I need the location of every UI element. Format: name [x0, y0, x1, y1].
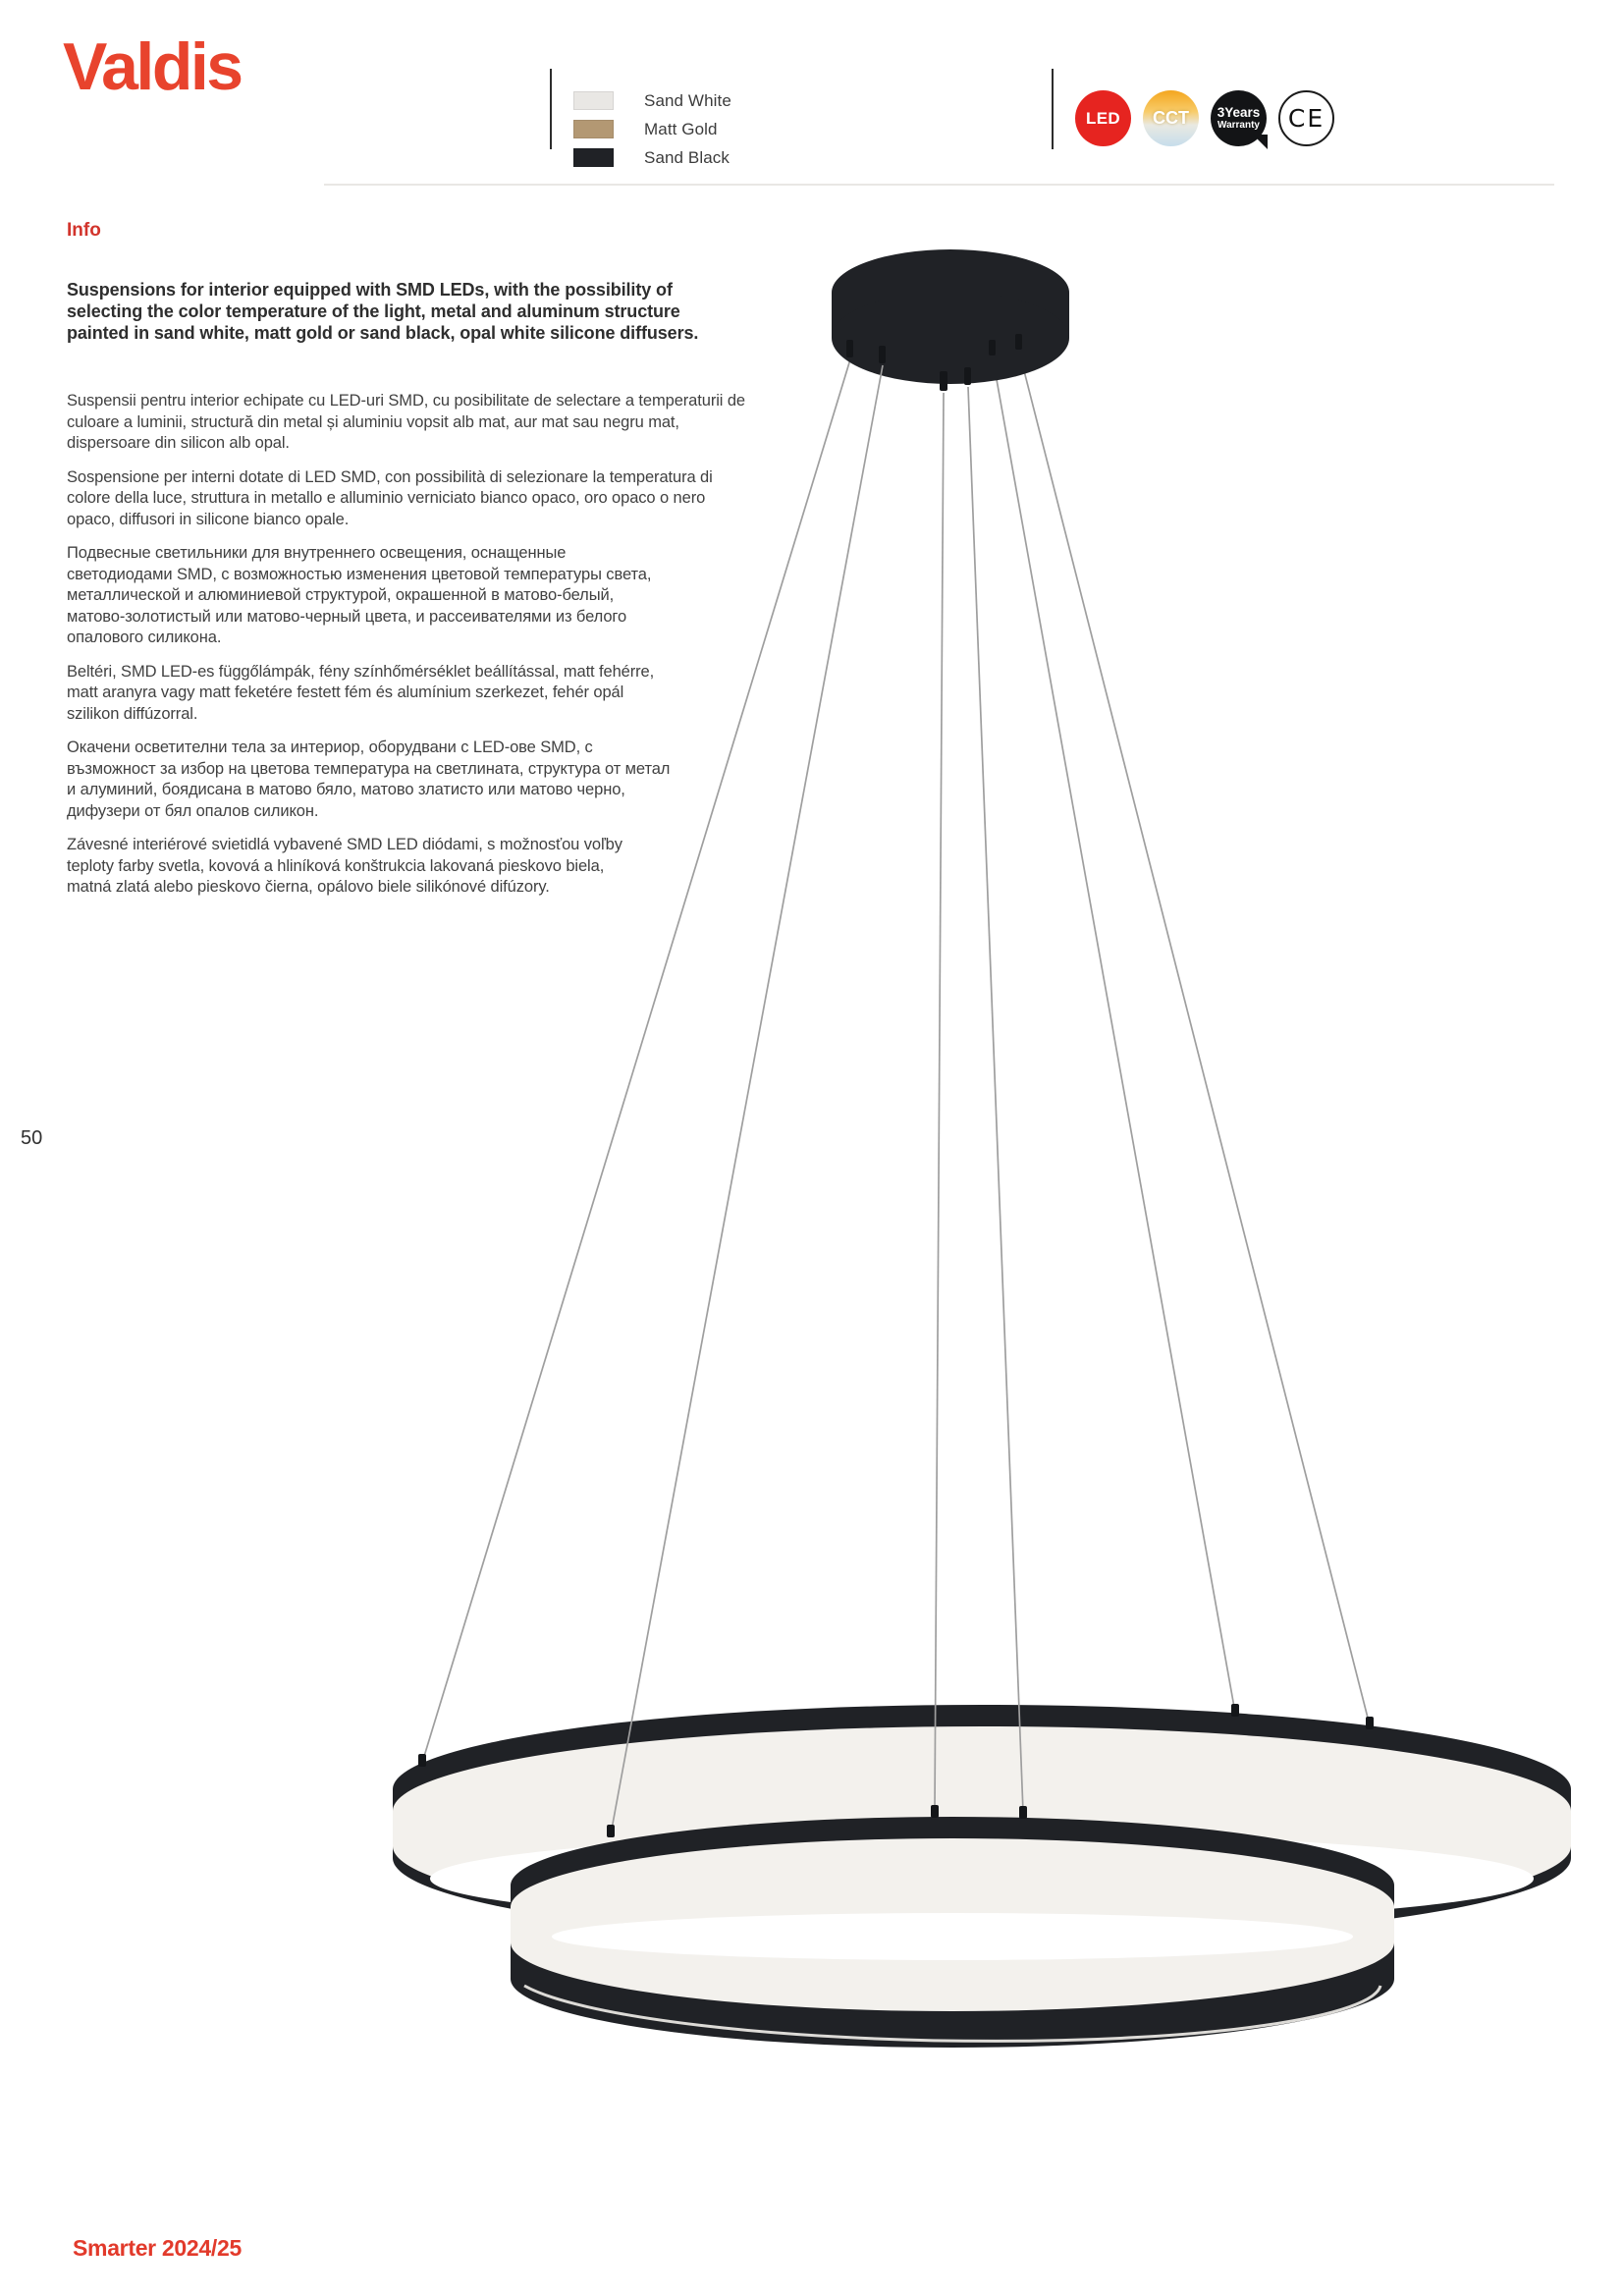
finish-row-matt-gold — [573, 115, 731, 143]
matt-gold-swatch — [573, 120, 614, 138]
suspension-cable — [422, 359, 850, 1763]
info-heading: Info — [67, 220, 101, 241]
finish-label: Sand Black — [644, 147, 730, 167]
suspension-cables-outer — [422, 352, 1370, 1763]
finish-row-sand-black — [573, 143, 731, 172]
ceiling-canopy — [832, 249, 1069, 391]
finish-label: Sand White — [644, 90, 731, 110]
footer-brand: Smarter 2024/25 — [73, 2235, 242, 2261]
header-divider-left — [550, 69, 552, 149]
header-divider-right — [1052, 69, 1054, 149]
description-bg: Окачени осветителни тела за интериор, оборудвани с LED-ове SMD, с възможност за избор на цветова температура на светлината, структура от метал и алуминий, боядисана в матово бяло, матово златисто или матово черно, дифузери от бял опалов силикон. — [67, 738, 671, 820]
sand-white-swatch — [573, 91, 614, 110]
description-sk: Závesné interiérové svietidlá vybavené SMD LED diódami, s možnosťou voľby teploty farby svetla, kovová a hliníková konštrukcia lakovaná pieskovo biela, matná zlatá alebo pieskovo čierna, opálovo biele silikónové difúzory. — [67, 836, 622, 896]
description-ru: Подвесные светильники для внутреннего освещения, оснащенные светодиодами SMD, с возможностью изменения цветовой температуры света, металлической и алюминиевой структурой, окрашенной в матово-белый, матово-золотистый или матово-черный цвета, и рассеивателями из белого опалового силикона. — [67, 544, 652, 646]
suspension-cable — [993, 357, 1235, 1713]
suspension-cable — [968, 387, 1023, 1812]
warranty-years-label: 3Years — [1217, 104, 1261, 120]
suspension-cable — [1019, 352, 1370, 1725]
product-title: Valdis — [63, 29, 242, 104]
suspension-cable — [935, 393, 944, 1811]
description-it: Sospensione per interni dotate di LED SMD, con possibilità di selezionare la temperatura di colore della luce, struttura in metallo e alluminio verniciato bianco opaco, oro opaco o nero opaco, diffusori in silicone bianco opale. — [67, 467, 713, 528]
suspension-cables-inner — [611, 365, 1023, 1834]
ce-mark-badge — [1278, 90, 1334, 146]
finish-row-sand-white — [573, 86, 731, 115]
warranty-badge — [1211, 90, 1267, 146]
sand-black-swatch — [573, 148, 614, 167]
led-badge — [1075, 90, 1131, 146]
description-en: Suspensions for interior equipped with SMD LEDs, with the possibility of selecting the color temperature of the light, metal and aluminum structure painted in sand white, matt gold or sand black, opal white silicone diffusers. — [67, 280, 699, 343]
ce-mark-label: CE — [1287, 104, 1325, 133]
led-badge-label: LED — [1086, 108, 1120, 128]
pendant-lamp-drawing — [314, 177, 1591, 2102]
description-ro: Suspensii pentru interior echipate cu LED-uri SMD, cu posibilitate de selectare a temperaturii de culoare a luminii, structură din metal și aluminiu vopsit alb mat, aur mat sau negru mat, dispersoare din silicon alb opal. — [67, 392, 745, 452]
cct-badge — [1143, 90, 1199, 146]
suspension-cable — [611, 365, 883, 1834]
description-hu: Beltéri, SMD LED-es függőlámpák, fény színhőmérséklet beállítással, matt fehérre, matt aranyra vagy matt feketére festett fém és alumínium szerkezet, fehér opál szilikon diffúzorral. — [67, 662, 655, 723]
finish-label: Matt Gold — [644, 119, 718, 138]
cct-badge-label: CCT — [1153, 108, 1189, 128]
certification-badges — [1075, 90, 1334, 146]
finish-legend — [573, 86, 731, 172]
inner-ring-hole — [552, 1913, 1353, 1960]
warranty-word-label: Warranty — [1217, 120, 1260, 132]
inner-ring — [511, 1805, 1394, 2048]
page-number: 50 — [21, 1127, 43, 1149]
warranty-badge-tail — [1253, 135, 1268, 149]
product-photo — [314, 177, 1591, 2102]
